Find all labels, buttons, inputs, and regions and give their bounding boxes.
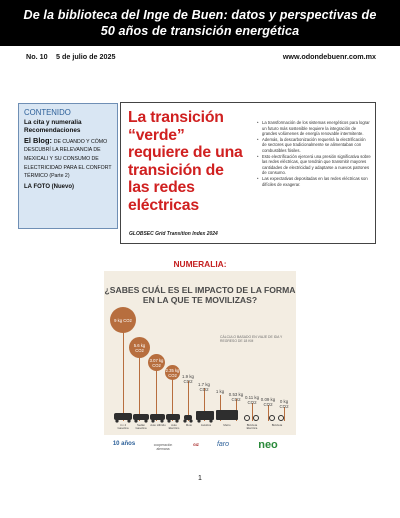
feature-bullet-list <box>257 120 371 187</box>
sponsor-logo-strip <box>104 435 296 462</box>
sedan-icon <box>133 414 149 420</box>
emission-value-moto: 1.9 kg CO2 <box>182 374 194 384</box>
emission-value-bike: 0 kg CO2 <box>279 399 289 409</box>
electric-car-icon <box>166 414 180 420</box>
emission-bubble-hybrid: 3.07 kg CO2 <box>148 354 165 371</box>
emission-value-metro: 1 kg <box>215 389 225 394</box>
toc-item-cita[interactable]: La cita y numeralia <box>24 119 82 126</box>
feature-bullet: • Esto electrificación ejercerá una presión significativa sobre las redes eléctricas, que tendrán que transmitir mayores cantidades de electricidad y adaptarse a nuevos patrones de consumo. <box>257 154 371 176</box>
table-of-contents <box>18 103 118 229</box>
emission-value-ebike: 0.11 kg CO2 <box>244 395 260 405</box>
emission-value-ebike-2: 0.09 kg CO2 <box>260 397 276 407</box>
feature-bullet: • Las expectativas depositadas en las redes eléctricas son difíciles de exagerar. <box>257 176 371 187</box>
ebike-icon <box>245 416 250 421</box>
feature-bullet: • La transformación de los sistemas energéticos para lograr un futuro más sostenible requiere la integración de grandes volúmenes de energía renovable intermitente. <box>257 120 371 137</box>
faro-logo: faro <box>216 441 230 448</box>
blog-label: El Blog: <box>24 135 52 145</box>
mode-label: 4 x 4 Gasolina <box>117 423 129 431</box>
truck-icon <box>114 413 132 420</box>
page-number: 1 <box>198 475 202 482</box>
header-title-line-2: 50 años de transición energética <box>100 24 300 38</box>
mode-label: Bicicleta <box>271 423 283 427</box>
toc-item-foto[interactable]: LA FOTO (Nuevo) <box>24 183 74 190</box>
bus-icon <box>196 411 214 420</box>
feature-source-credit: GLOBSEC Grid Transition Index 2024 <box>129 231 218 237</box>
issue-date: 5 de julio de 2025 <box>56 52 116 61</box>
mode-label: Moto <box>185 423 193 427</box>
issue-info-row <box>26 52 376 61</box>
mode-label: Autobús <box>200 423 212 427</box>
emission-bubble-4x4: 9 kg CO2 <box>110 307 136 333</box>
feature-headline: La transición “verde” requiere de una transición de las redes eléctricas <box>128 109 243 214</box>
blog-description: DE CUANDO Y CÓMO DESCUBRÍ LA RELEVANCIA DE MEXICALI Y SU CONSUMO DE ELECTRICIDAD PARA EL CONFORT TÉRMICO (Parte 2) <box>24 138 112 180</box>
motorcycle-icon <box>184 415 192 420</box>
giz-logo: GIZ <box>193 443 199 447</box>
mode-label: Sedán Gasolina <box>135 423 147 431</box>
toc-title: CONTENIDO <box>24 108 71 117</box>
cooperation-logo: cooperación alemana <box>153 443 173 451</box>
infographic-question: ¿SABES CUÁL ES EL IMPACTO DE LA FORMA EN LA QUE TE MOVILIZAS? <box>104 285 296 306</box>
mode-label: Auto Híbrido <box>150 423 166 427</box>
website-link[interactable]: www.odondebuenr.com.mx <box>282 52 376 61</box>
hybrid-car-icon <box>150 414 165 420</box>
toc-item-recomendaciones[interactable]: Recomendaciones <box>24 127 81 135</box>
newsletter-header <box>0 0 400 46</box>
emission-bubble-electric-car: 2.35 kg CO2 <box>165 365 180 380</box>
numeralia-label: NUMERALIA: <box>173 259 227 269</box>
anniversary-logo: 10 años <box>112 441 136 447</box>
neo-logo: neo <box>258 439 278 451</box>
emission-value-bus: 1.7 kg CO2 <box>198 382 210 392</box>
infographic-calculation-note: CÁLCULO BASADO EN VIAJE DE IDA Y REGRESO DE 18 KM <box>220 335 283 344</box>
toc-item-blog[interactable] <box>24 137 112 181</box>
bicycle-icon <box>270 416 275 421</box>
mode-label: Auto Eléctrico <box>168 423 180 431</box>
feature-bullet: • Además, la descarbonización requerirá la electrificación de sectores que tradicionalmente se alimentaban con combustibles fósiles. <box>257 137 371 154</box>
mode-label: Metro <box>223 423 231 427</box>
emission-value-metro-2: 0.53 kg CO2 <box>228 392 244 402</box>
mode-label: Bicicleta Eléctrica <box>246 423 258 431</box>
metro-icon <box>216 410 238 420</box>
issue-number: No. 10 <box>26 52 48 61</box>
featured-quote-box <box>120 102 376 244</box>
header-title-line-1: De la biblioteca del Inge de Buen: datos y perspectivas de <box>23 8 377 22</box>
vehicle-silhouettes <box>104 408 296 424</box>
emission-bubble-sedan: 5.6 kg CO2 <box>129 337 150 358</box>
transport-emissions-infographic <box>104 271 296 462</box>
